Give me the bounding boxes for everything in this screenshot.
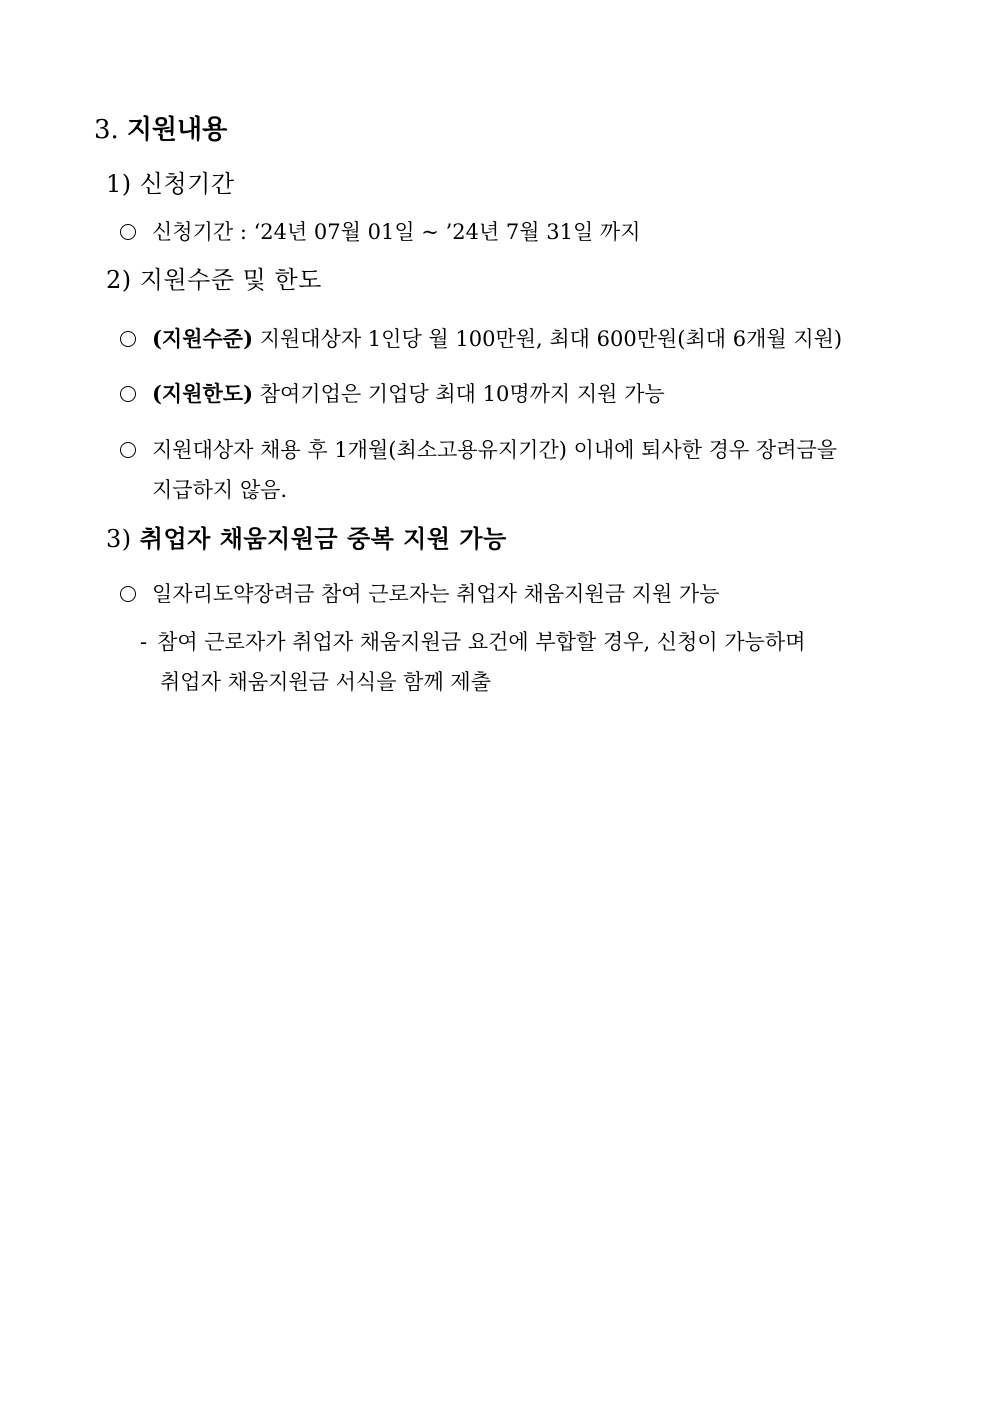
bullet-text: 신청기간 : ‘24년 07월 01일 ~ ’24년 7월 31일 까지 — [152, 220, 641, 244]
dash-item — [140, 632, 805, 653]
subsection-1-title: 신청기간 — [139, 170, 235, 198]
bullet-application-period — [120, 222, 641, 243]
circle-bullet-icon — [120, 586, 136, 602]
bullet-text: 일자리도약장려금 참여 근로자는 취업자 채움지원금 지원 가능 — [152, 582, 720, 606]
dash-mark: - — [140, 630, 148, 654]
bullet-text: 지원대상자 1인당 월 100만원, 최대 600만원(최대 6개월 지원) — [253, 327, 843, 351]
bullet-no-payment — [120, 440, 837, 461]
bullet-tag: (지원수준) — [152, 326, 254, 351]
subsection-2-heading — [106, 268, 322, 292]
subsection-2-title: 지원수준 및 한도 — [139, 266, 322, 294]
circle-bullet-icon — [120, 442, 136, 458]
dash-continuation: 취업자 채움지원금 서식을 함께 제출 — [160, 670, 491, 694]
subsection-3-heading — [106, 524, 507, 553]
circle-bullet-icon — [120, 224, 136, 240]
dash-text: 참여 근로자가 취업자 채움지원금 요건에 부합할 경우, 신청이 가능하며 — [157, 630, 806, 654]
subsection-1-number: 1) — [106, 170, 132, 198]
bullet-continuation: 지급하지 않음. — [152, 478, 288, 502]
circle-bullet-icon — [120, 331, 136, 347]
bullet-tag: (지원한도) — [152, 381, 254, 406]
subsection-3-title: 취업자 채움지원금 중복 지원 가능 — [139, 524, 507, 553]
bullet-support-limit — [120, 383, 665, 405]
subsection-2-number: 2) — [106, 266, 132, 294]
section-number: 3. — [94, 115, 119, 145]
section-title: 지원내용 — [126, 115, 228, 145]
bullet-text: 참여기업은 기업당 최대 10명까지 지원 가능 — [253, 382, 665, 406]
subsection-3-number: 3) — [106, 525, 132, 553]
bullet-support-level — [120, 328, 842, 350]
circle-bullet-icon — [120, 386, 136, 402]
bullet-duplicate-support — [120, 584, 720, 605]
subsection-1-heading — [106, 172, 235, 196]
section-heading — [94, 117, 227, 143]
bullet-text: 지원대상자 채용 후 1개월(최소고용유지기간) 이내에 퇴사한 경우 장려금을 — [152, 438, 838, 462]
